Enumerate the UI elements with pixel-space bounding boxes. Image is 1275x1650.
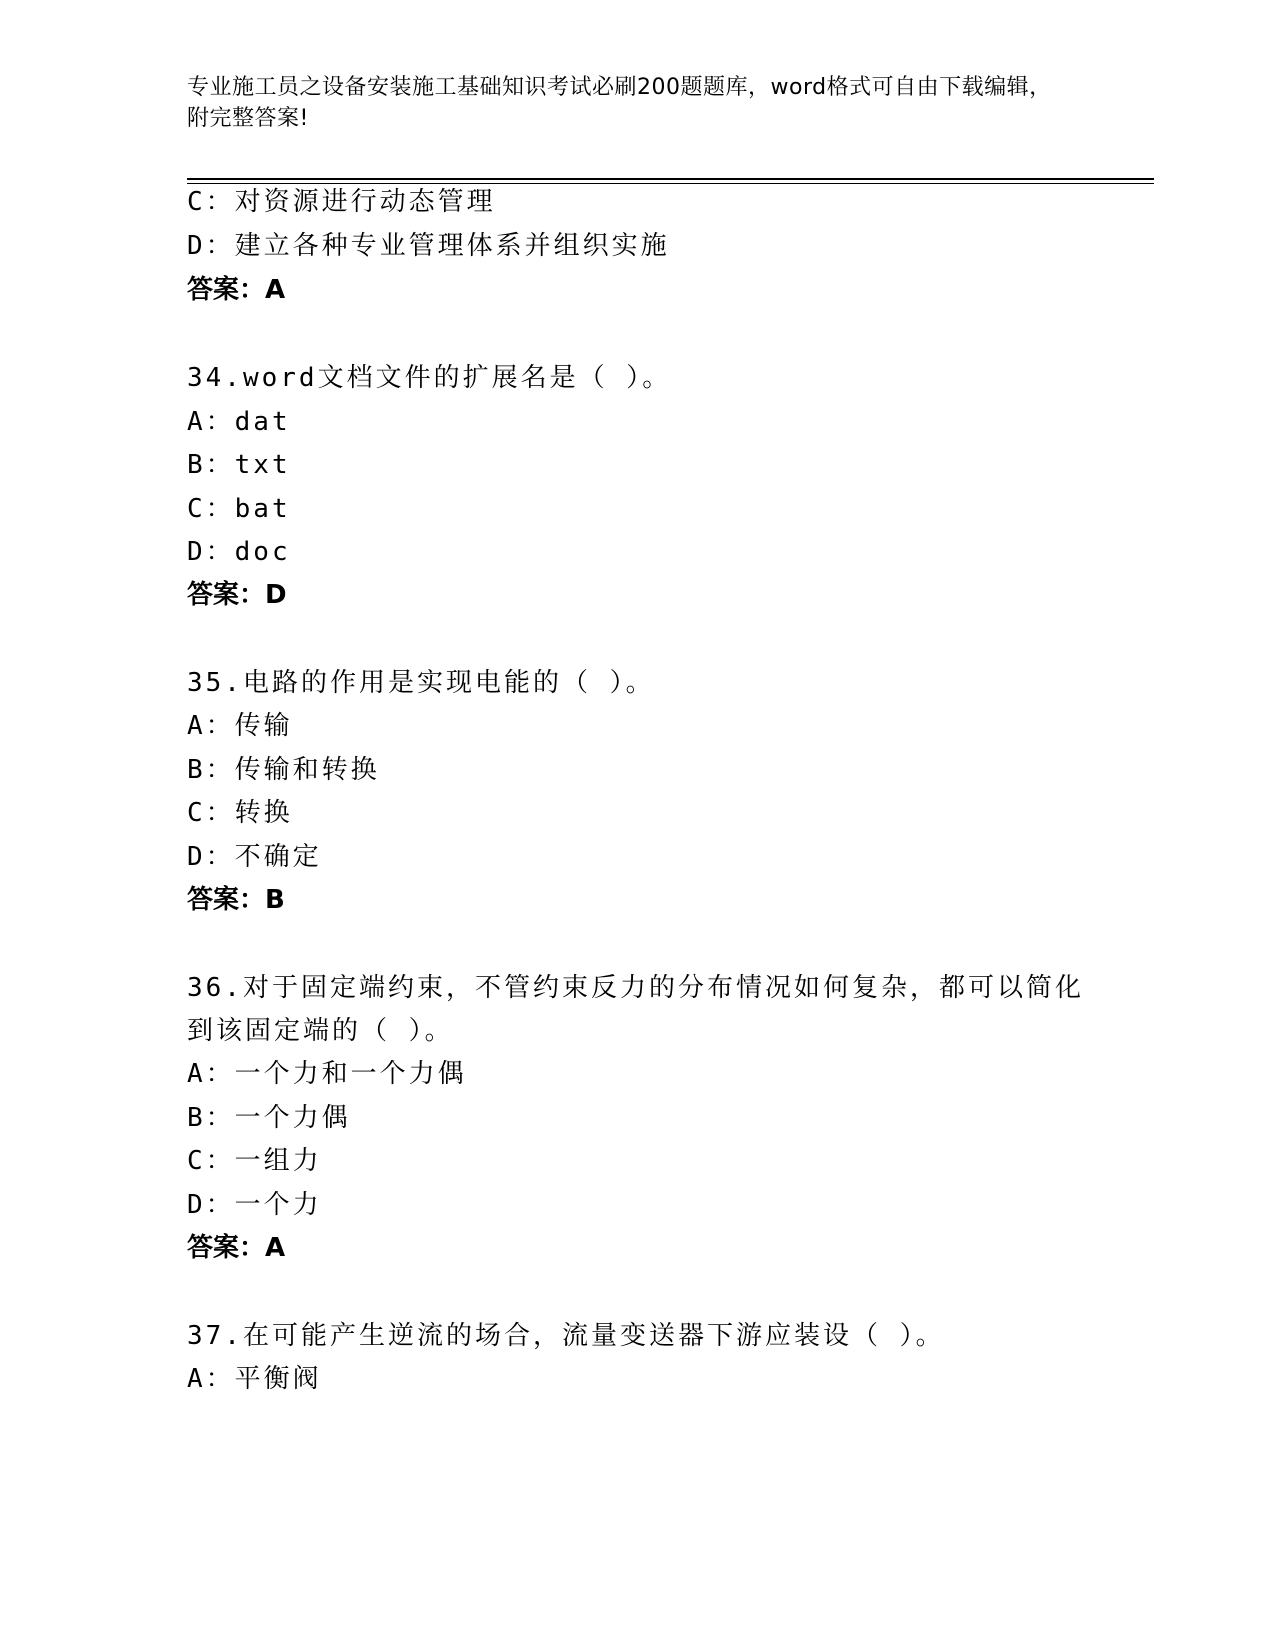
option-line: A：传输 — [187, 711, 293, 741]
option-line: C：对资源进行动态管理 — [187, 187, 496, 217]
option-line: C：转换 — [187, 798, 293, 828]
option-line: C：bat — [187, 494, 291, 524]
option-line: D：不确定 — [187, 842, 322, 872]
option-line: D：建立各种专业管理体系并组织实施 — [187, 231, 670, 261]
page-header: 专业施工员之设备安装施工基础知识考试必刷200题题库，word格式可自由下载编辑，附完整答案! — [187, 75, 1052, 131]
answer-line: 答案：A — [187, 275, 286, 305]
question-stem: 34.word文档文件的扩展名是（ ）。 — [187, 363, 672, 393]
answer-line: 答案：D — [187, 580, 287, 610]
question-stem: 37.在可能产生逆流的场合，流量变送器下游应装设（ ）。 — [187, 1321, 945, 1351]
option-line: A：一个力和一个力偶 — [187, 1059, 467, 1089]
question-stem: 35.电路的作用是实现电能的（ ）。 — [187, 668, 655, 698]
option-line: D：一个力 — [187, 1190, 322, 1220]
question-stem: 36.对于固定端约束，不管约束反力的分布情况如何复杂，都可以简化 — [187, 973, 1084, 1003]
option-line: A：平衡阀 — [187, 1364, 322, 1394]
header-divider — [187, 178, 1154, 180]
option-line: C：一组力 — [187, 1146, 322, 1176]
option-line: B：传输和转换 — [187, 755, 380, 785]
option-line: A：dat — [187, 407, 291, 437]
option-line: D：doc — [187, 537, 291, 567]
option-line: B：txt — [187, 450, 291, 480]
answer-line: 答案：A — [187, 1233, 286, 1263]
question-stem-cont: 到该固定端的（ ）。 — [187, 1016, 454, 1046]
header-divider-thin — [187, 183, 1154, 184]
answer-line: 答案：B — [187, 885, 285, 915]
option-line: B：一个力偶 — [187, 1103, 351, 1133]
